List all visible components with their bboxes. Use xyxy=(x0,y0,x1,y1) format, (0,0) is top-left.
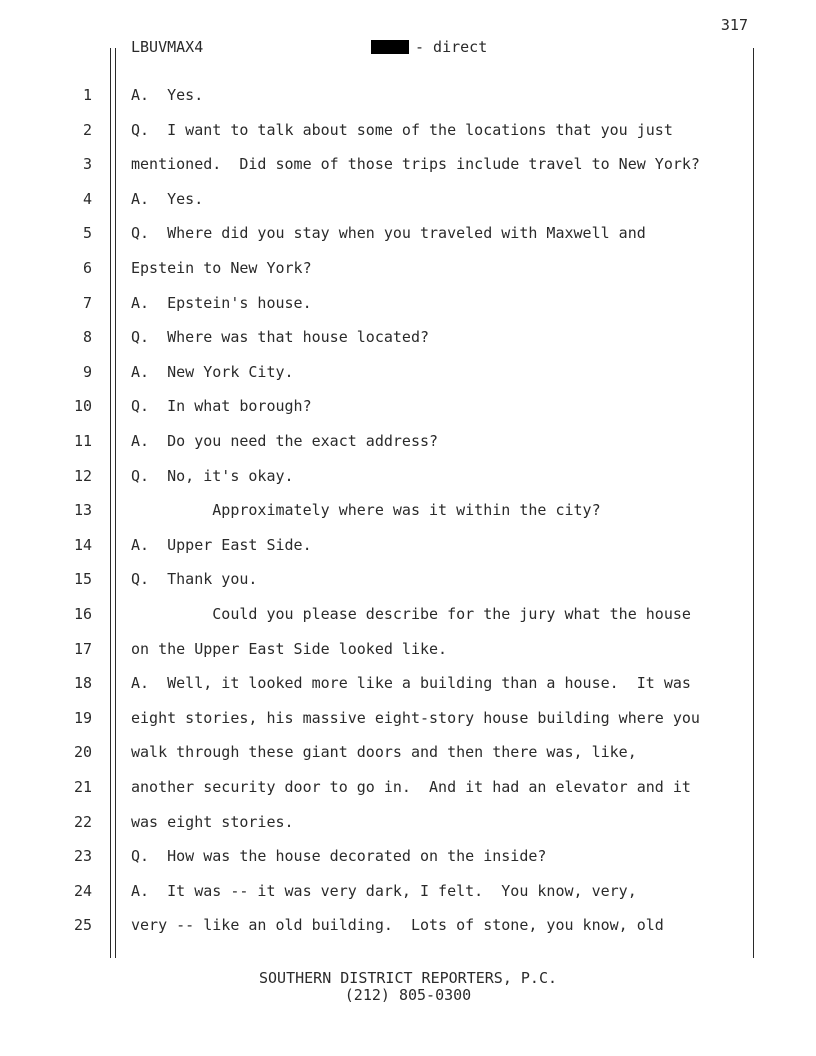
header-examination-type: - direct xyxy=(415,38,488,56)
transcript-line: Q. Thank you. xyxy=(131,570,258,589)
transcript-line: mentioned. Did some of those trips include travel to New York? xyxy=(131,155,700,174)
line-number: 17 xyxy=(73,639,92,658)
transcript-line: another security door to go in. And it had an elevator and it xyxy=(131,778,691,796)
line-number: 25 xyxy=(73,916,92,935)
transcript-line: Q. In what borough? xyxy=(131,397,312,416)
line-number: 7 xyxy=(82,293,92,312)
left-margin-rule-inner xyxy=(115,48,116,958)
transcript-line: Epstein to New York? xyxy=(131,259,312,277)
transcript-line: Q. Where did you stay when you traveled with Maxwell and xyxy=(131,224,646,243)
transcript-line: walk through these giant doors and then there was, like, xyxy=(131,743,637,762)
transcript-line: on the Upper East Side looked like. xyxy=(131,639,448,658)
page-number: 317 xyxy=(720,16,748,34)
line-number: 19 xyxy=(73,708,92,727)
line-number: 20 xyxy=(73,743,92,762)
line-number: 18 xyxy=(73,674,92,693)
line-number: 3 xyxy=(82,155,92,174)
line-number: 11 xyxy=(73,432,92,450)
line-number: 23 xyxy=(73,847,92,866)
line-number: 24 xyxy=(73,881,92,900)
transcript-line: A. Upper East Side. xyxy=(131,535,312,554)
transcript-line: Could you please describe for the jury what the house xyxy=(131,605,691,623)
header-case-code: LBUVMAX4 xyxy=(131,38,204,56)
transcript-line: A. Yes. xyxy=(131,86,204,104)
transcript-line: Q. No, it's okay. xyxy=(131,466,294,485)
footer-reporter-name: SOUTHERN DISTRICT REPORTERS, P.C. xyxy=(258,969,557,987)
transcript-line: very -- like an old building. Lots of stone, you know, old xyxy=(131,916,664,935)
transcript-line: A. Epstein's house. xyxy=(131,293,312,312)
line-number: 12 xyxy=(73,466,92,485)
line-number: 2 xyxy=(82,120,92,139)
transcript-line: was eight stories. xyxy=(131,812,294,831)
transcript-line: Q. I want to talk about some of the locations that you just xyxy=(131,120,673,139)
transcript-line: A. It was -- it was very dark, I felt. You know, very, xyxy=(131,881,637,900)
transcript-line: A. New York City. xyxy=(131,362,294,381)
transcript-line: Approximately where was it within the city? xyxy=(131,501,601,520)
right-margin-rule xyxy=(753,48,754,958)
footer-phone: (212) 805-0300 xyxy=(344,986,472,1004)
transcript-line: eight stories, his massive eight-story house building where you xyxy=(131,708,700,727)
line-number: 4 xyxy=(82,189,92,208)
line-number: 5 xyxy=(82,224,92,243)
line-number: 21 xyxy=(73,778,92,796)
left-margin-rule xyxy=(110,48,111,958)
transcript-line: Q. How was the house decorated on the inside? xyxy=(131,847,547,866)
line-number: 16 xyxy=(73,605,92,623)
transcript-line: A. Well, it looked more like a building than a house. It was xyxy=(131,674,691,693)
line-number: 1 xyxy=(82,86,92,104)
line-number: 6 xyxy=(82,259,92,277)
line-number: 22 xyxy=(73,812,92,831)
line-number: 13 xyxy=(73,501,92,520)
line-number: 14 xyxy=(73,535,92,554)
line-number: 10 xyxy=(73,397,92,416)
transcript-line: A. Do you need the exact address? xyxy=(131,432,439,450)
transcript-line: Q. Where was that house located? xyxy=(131,328,430,347)
transcript-line: A. Yes. xyxy=(131,189,204,208)
redaction-block xyxy=(371,40,409,54)
line-number: 9 xyxy=(82,362,92,381)
line-number: 8 xyxy=(82,328,92,347)
footer xyxy=(0,970,816,1004)
line-number: 15 xyxy=(73,570,92,589)
